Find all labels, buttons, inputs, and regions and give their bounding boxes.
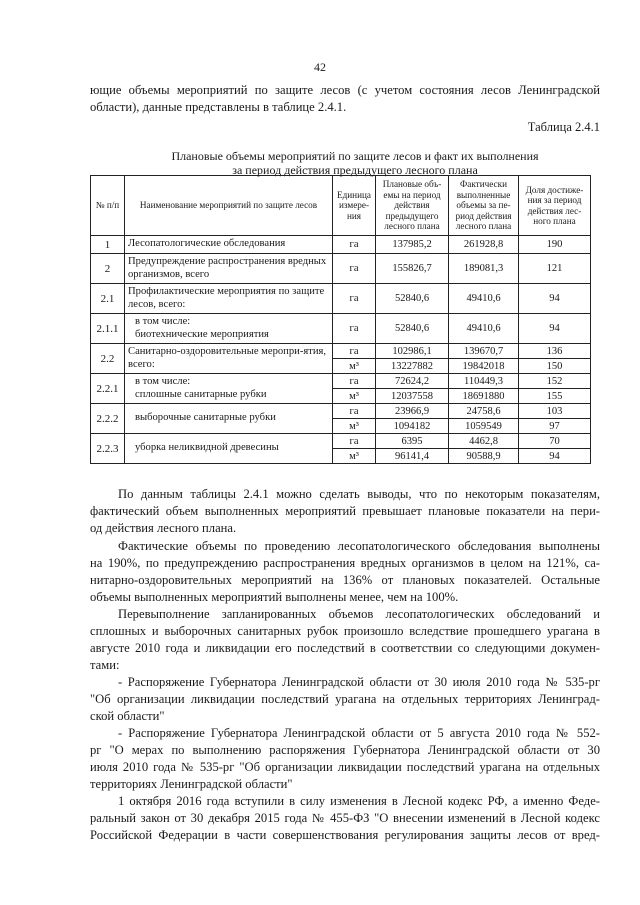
row-plan: 137985,2 — [376, 236, 449, 254]
text-line: фактический объем выполненных мероприятий превышает плановые показатели на пери- — [90, 504, 600, 518]
row-share: 97 — [519, 419, 591, 434]
row-plan: 72624,2 — [376, 374, 449, 389]
row-fact: 110449,3 — [449, 374, 519, 389]
measures-table — [90, 175, 591, 464]
row-plan: 102986,1 — [376, 344, 449, 359]
paragraph-order-535 — [90, 674, 600, 725]
text-line: Перевыполнение запланированных объемов лесопатологических обследований и — [118, 607, 600, 621]
paragraph-forest-code — [90, 793, 600, 844]
row-unit: га — [333, 284, 376, 314]
row-plan: 1094182 — [376, 419, 449, 434]
text-line: на 190%, по предупреждению распространения вредных организмов в целом на 121%, са- — [90, 556, 600, 570]
table-row — [91, 344, 591, 359]
row-num: 2.1 — [91, 284, 125, 314]
row-name-line: в том числе: — [135, 316, 191, 327]
row-fact: 1059549 — [449, 419, 519, 434]
row-plan: 96141,4 — [376, 449, 449, 464]
row-unit: га — [333, 374, 376, 389]
row-unit: м³ — [333, 389, 376, 404]
header-share: Доля достиже-ния за период действия лес-ного плана — [519, 176, 591, 236]
row-fact: 261928,8 — [449, 236, 519, 254]
row-name-line: в том числе: — [135, 376, 191, 387]
row-plan: 52840,6 — [376, 314, 449, 344]
table-row — [91, 374, 591, 389]
row-share: 70 — [519, 434, 591, 449]
row-fact: 19842018 — [449, 359, 519, 374]
intro-paragraph — [90, 82, 600, 116]
row-unit: м³ — [333, 359, 376, 374]
row-unit: га — [333, 344, 376, 359]
row-plan: 52840,6 — [376, 284, 449, 314]
table-row — [91, 254, 591, 284]
text-line: территориях Ленинградской области" — [90, 777, 293, 791]
row-share: 94 — [519, 284, 591, 314]
header-unit: Единица измере-ния — [333, 176, 376, 236]
row-num: 1 — [91, 236, 125, 254]
row-fact: 18691880 — [449, 389, 519, 404]
row-share: 190 — [519, 236, 591, 254]
row-name: Санитарно-оздоровительные меропри-ятия, всего: — [125, 344, 333, 374]
table-row — [91, 236, 591, 254]
text-line: - Распоряжение Губернатора Ленинградской области от 5 августа 2010 года № 552- — [118, 726, 600, 740]
row-share: 94 — [519, 314, 591, 344]
row-share: 103 — [519, 404, 591, 419]
table-title-line: за период действия предыдущего лесного плана — [232, 163, 478, 177]
row-plan: 13227882 — [376, 359, 449, 374]
text-line: объемы выполненных мероприятий выполнены менее, чем на 100%. — [90, 590, 459, 604]
intro-line: ющие объемы мероприятий по защите лесов (с учетом состояния лесов Ленинградской — [90, 83, 600, 97]
row-share: 155 — [519, 389, 591, 404]
paragraph-results — [90, 538, 600, 606]
row-plan: 6395 — [376, 434, 449, 449]
row-name: Лесопатологические обследования — [125, 236, 333, 254]
text-line: Российской Федерации в части совершенствования регулирования защиты лесов от вред- — [90, 828, 600, 842]
row-num: 2.2.1 — [91, 374, 125, 404]
text-line: нитарно-оздоровительных мероприятий на 136% от плановых показателей. Остальные — [90, 573, 600, 587]
row-unit: м³ — [333, 449, 376, 464]
paragraph-conclusions — [90, 486, 600, 537]
table-caption: Таблица 2.4.1 — [527, 120, 600, 134]
intro-line: области), данные представлены в таблице 2.4.1. — [90, 100, 347, 114]
table-title — [130, 149, 580, 177]
row-unit: га — [333, 236, 376, 254]
row-plan: 23966,9 — [376, 404, 449, 419]
text-line: августе 2010 года и ликвидации его последствий в соответствии со следующими докумен- — [90, 641, 600, 655]
row-unit: м³ — [333, 419, 376, 434]
text-line: Фактические объемы по проведению лесопатологического обследования выполнены — [118, 539, 600, 553]
row-name: выборочные санитарные рубки — [125, 404, 333, 434]
text-line: тами: — [90, 658, 120, 672]
row-fact: 24758,6 — [449, 404, 519, 419]
row-num: 2.2 — [91, 344, 125, 374]
table-row — [91, 434, 591, 449]
table-row — [91, 314, 591, 344]
header-name: Наименование мероприятий по защите лесов — [125, 176, 333, 236]
page-number: 42 — [314, 60, 326, 74]
row-name-line: сплошные санитарные рубки — [135, 388, 267, 400]
row-fact: 49410,6 — [449, 284, 519, 314]
row-num: 2.1.1 — [91, 314, 125, 344]
header-plan: Плановые объ-емы на период действия предыдущего лесного плана — [376, 176, 449, 236]
row-name: уборка неликвидной древесины — [125, 434, 333, 464]
table-row — [91, 284, 591, 314]
row-name: Предупреждение распространения вредных организмов, всего — [125, 254, 333, 284]
row-share: 94 — [519, 449, 591, 464]
paragraph-order-552 — [90, 725, 600, 793]
table-row — [91, 404, 591, 419]
row-name — [125, 374, 333, 404]
paragraph-overfulfilment — [90, 606, 600, 674]
row-name: Профилактические мероприятия по защите лесов, всего: — [125, 284, 333, 314]
row-num: 2.2.2 — [91, 404, 125, 434]
text-line: - Распоряжение Губернатора Ленинградской области от 30 июля 2010 года № 535-рг — [118, 675, 600, 689]
row-unit: га — [333, 314, 376, 344]
row-share: 121 — [519, 254, 591, 284]
row-fact: 90588,9 — [449, 449, 519, 464]
row-fact: 4462,8 — [449, 434, 519, 449]
row-share: 136 — [519, 344, 591, 359]
row-share: 150 — [519, 359, 591, 374]
text-line: ской области" — [90, 709, 165, 723]
row-unit: га — [333, 254, 376, 284]
text-line: од действия лесного плана. — [90, 521, 237, 535]
row-unit: га — [333, 434, 376, 449]
row-fact: 139670,7 — [449, 344, 519, 359]
table-header-row — [91, 176, 591, 236]
row-share: 152 — [519, 374, 591, 389]
text-line: июля 2010 года № 535-рг "Об организации ликвидации последствий урагана на отдельных — [90, 760, 600, 774]
text-line: рг "О мерах по выполнению распоряжения Губернатора Ленинградской области от 30 — [90, 743, 600, 757]
row-num: 2.2.3 — [91, 434, 125, 464]
text-line: ральный закон от 30 декабря 2015 года № 455-ФЗ "О внесении изменений в Лесной кодекс — [90, 811, 600, 825]
header-num: № п/п — [91, 176, 125, 236]
row-num: 2 — [91, 254, 125, 284]
row-name — [125, 314, 333, 344]
text-line: 1 октября 2016 года вступили в силу изменения в Лесной кодекс РФ, а именно Феде- — [118, 794, 600, 808]
row-name-line: биотехнические мероприятия — [135, 328, 269, 340]
table-title-line: Плановые объемы мероприятий по защите лесов и факт их выполнения — [171, 149, 539, 163]
row-plan: 155826,7 — [376, 254, 449, 284]
text-line: "Об организации ликвидации последствий урагана на отдельных территориях Ленинград- — [90, 692, 600, 706]
header-fact: Фактически выполненные объемы за пе-риод действия лесного плана — [449, 176, 519, 236]
text-line: сплошных и выборочных санитарных рубок произошло вследствие прошедшего урагана в — [90, 624, 600, 638]
row-unit: га — [333, 404, 376, 419]
row-fact: 189081,3 — [449, 254, 519, 284]
text-line: По данным таблицы 2.4.1 можно сделать выводы, что по некоторым показателям, — [118, 487, 600, 501]
row-plan: 12037558 — [376, 389, 449, 404]
row-fact: 49410,6 — [449, 314, 519, 344]
